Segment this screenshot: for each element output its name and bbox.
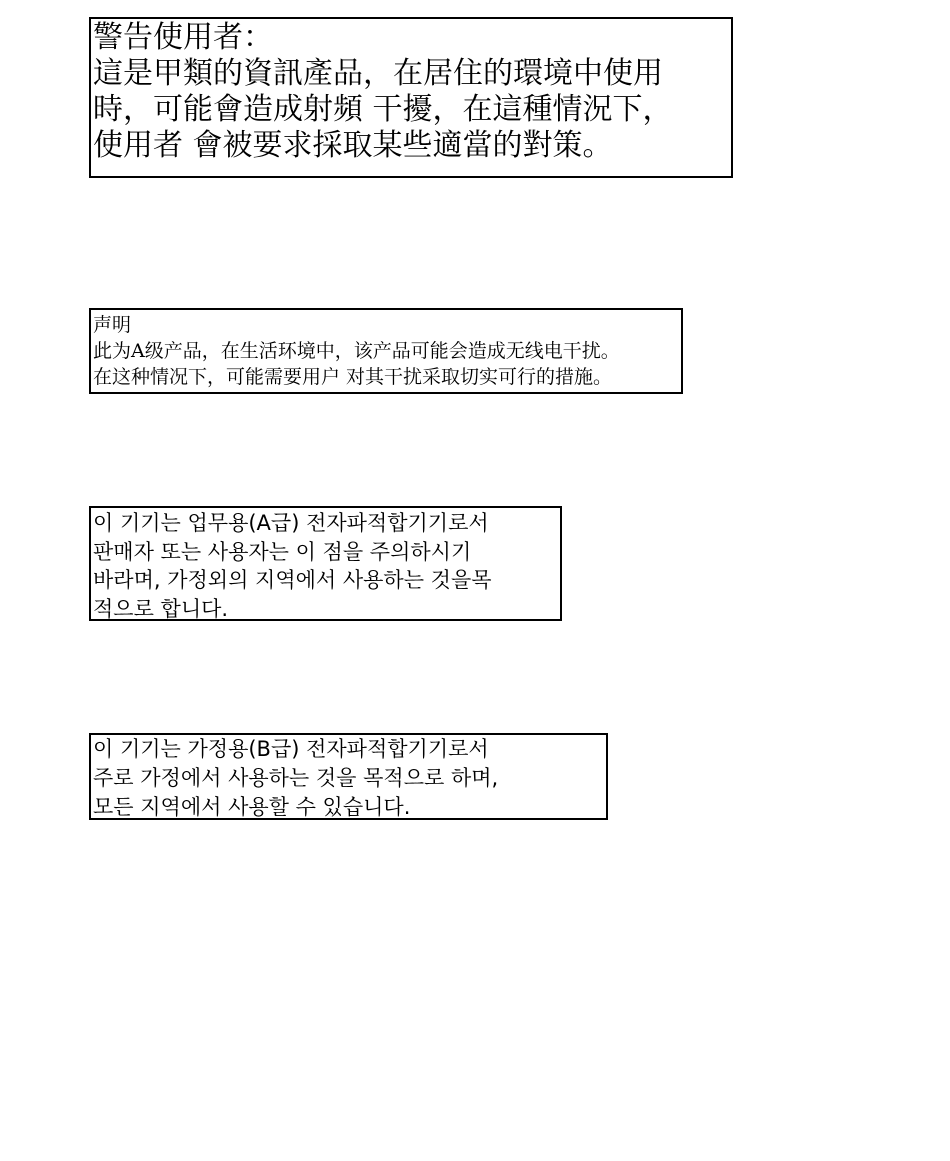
china-class-a-statement-box [89,308,683,394]
korea-class-a-line-2: 판매자 또는 사용자는 이 점을 주의하시기 [93,539,472,564]
taiwan-class-a-warning-box [89,17,733,178]
korea-class-b-line-3: 모든 지역에서 사용할 수 있습니다. [93,795,411,819]
taiwan-warning-heading: 警告使用者： [93,20,273,55]
korea-class-b-line-1: 이 기기는 가정용(B급) 전자파적합기기로서 [93,737,489,761]
korea-class-a-notice-box [89,506,562,621]
korea-class-a-line-1: 이 기기는 업무용(A급) 전자파적합기기로서 [93,511,489,535]
korea-class-b-notice-box [89,733,608,820]
taiwan-warning-line-2: 時，可能會造成射頻 干擾，在這種情況下， [93,92,673,127]
china-statement-line-2: 在这种情况下，可能需要用户 对其干扰采取切实可行的措施。 [93,366,613,388]
china-statement-line-1: 此为A级产品，在生活环境中，该产品可能会造成无线电干扰。 [93,340,620,362]
taiwan-warning-line-1: 這是甲類的資訊產品，在居住的環境中使用 [93,56,663,91]
taiwan-warning-line-3: 使用者 會被要求採取某些適當的對策。 [93,128,613,163]
korea-class-a-line-3: 바라며, 가정외의 지역에서 사용하는 것을목 [93,568,492,592]
china-statement-heading: 声明 [93,314,132,336]
korea-class-b-line-2: 주로 가정에서 사용하는 것을 목적으로 하며, [93,766,499,790]
korea-class-a-line-4: 적으로 합니다. [93,596,229,621]
